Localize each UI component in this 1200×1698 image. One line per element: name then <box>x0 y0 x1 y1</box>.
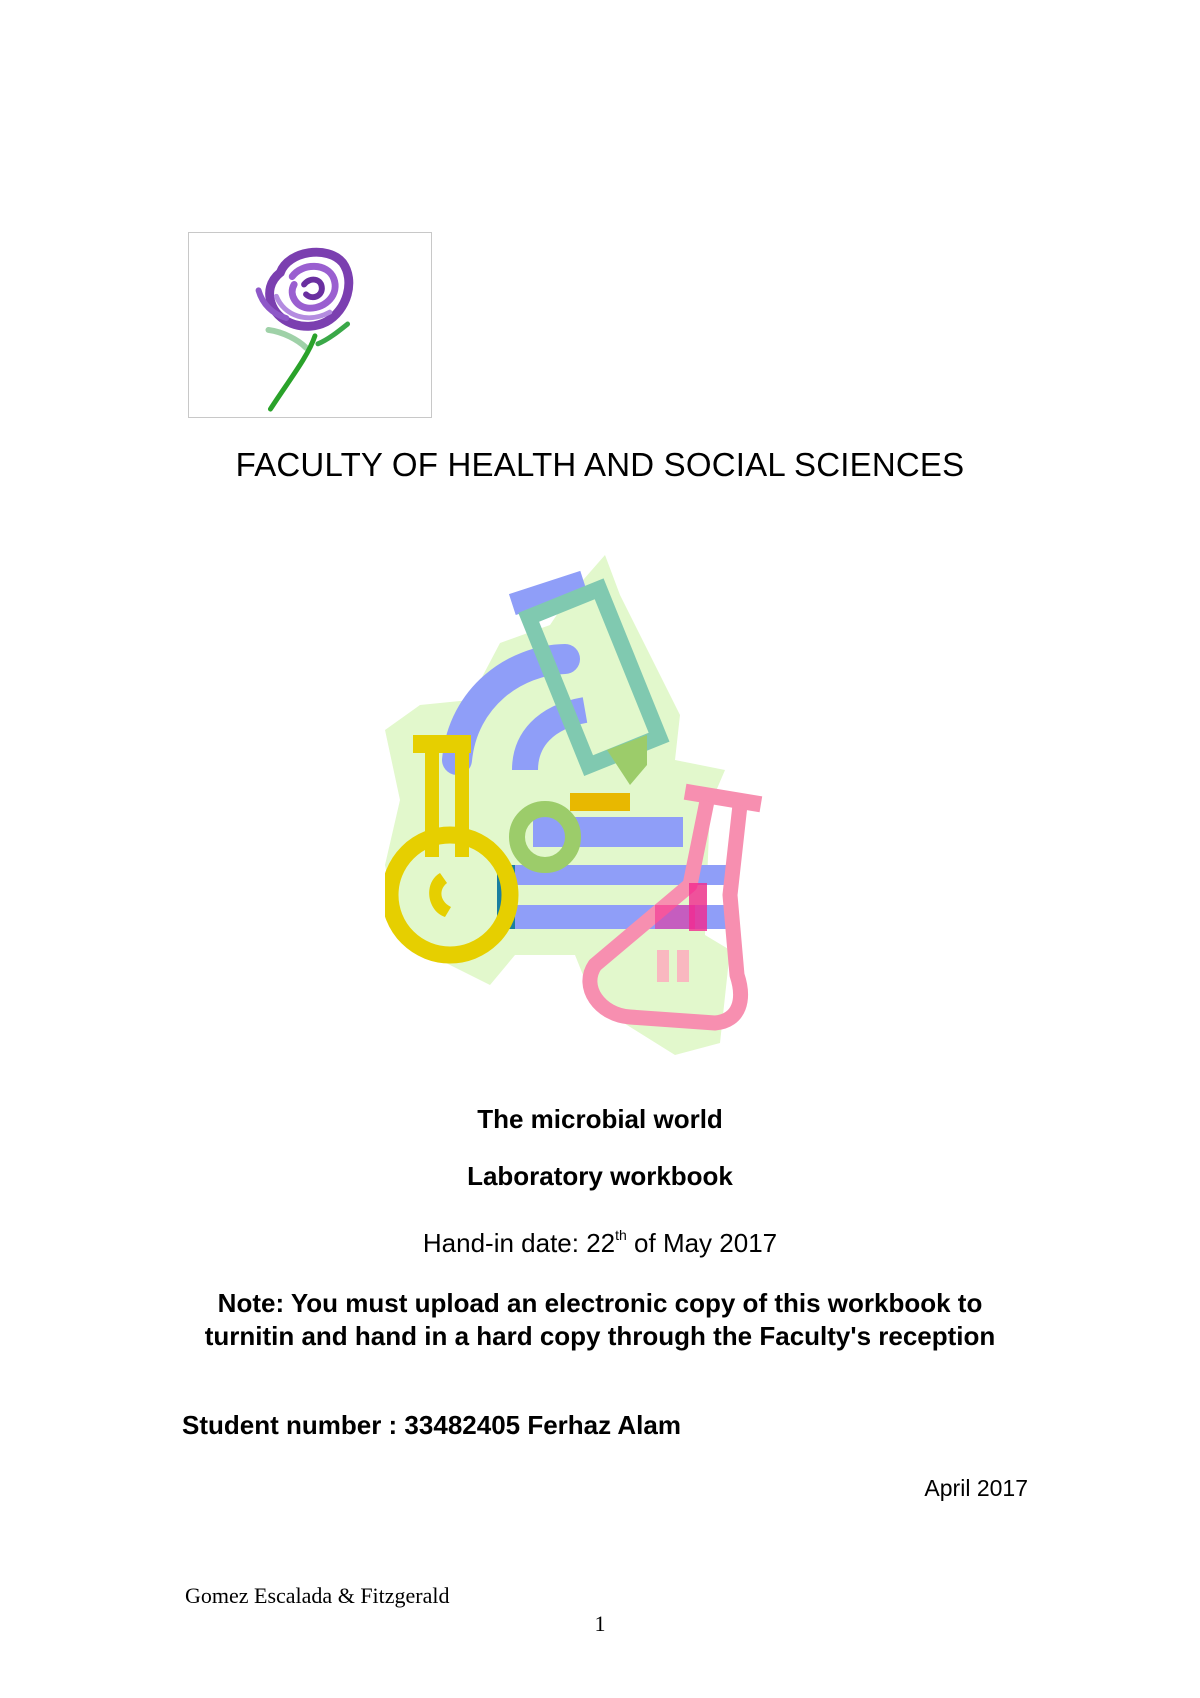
faculty-logo <box>188 232 432 418</box>
lab-equipment-icon <box>385 555 825 1055</box>
faculty-title: FACULTY OF HEALTH AND SOCIAL SCIENCES <box>235 446 965 483</box>
footer-authors: Gomez Escalada & Fitzgerald <box>185 1583 450 1608</box>
subject-title: The microbial world <box>477 1104 723 1134</box>
workbook-title: Laboratory workbook <box>467 1161 733 1191</box>
hand-in-date-suffix: of May 2017 <box>626 1228 778 1258</box>
hand-in-date <box>0 1228 1200 1259</box>
document-date: April 2017 <box>924 1475 1028 1501</box>
hand-in-date-superscript: th <box>615 1227 627 1243</box>
student-number: Student number : 33482405 Ferhaz Alam <box>182 1410 681 1440</box>
hand-in-date-prefix: Hand-in date: 22 <box>422 1228 616 1258</box>
page-number: 1 <box>594 1611 606 1636</box>
rose-icon <box>189 233 431 417</box>
submission-note: Note: You must upload an electronic copy of this workbook to turnitin and hand in a hard copy through the Faculty's reception <box>204 1288 996 1351</box>
